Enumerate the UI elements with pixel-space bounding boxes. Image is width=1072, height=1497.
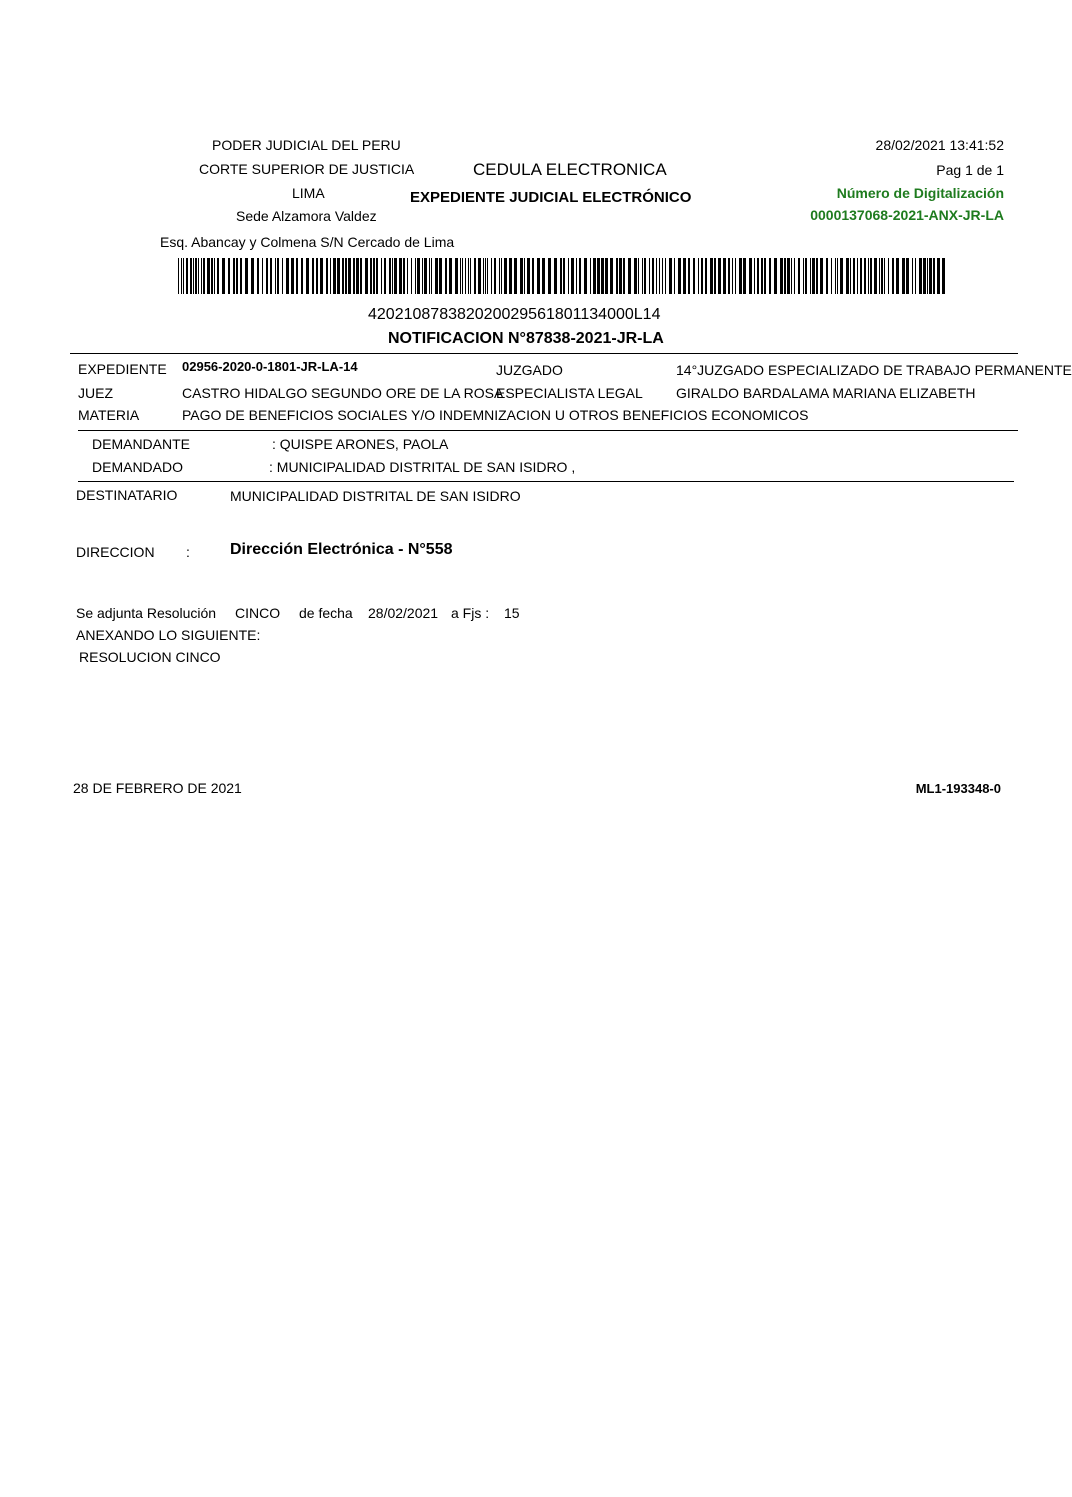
attached-fjs-label: a Fjs : <box>451 605 490 621</box>
juzgado-value: 14°JUZGADO ESPECIALIZADO DE TRABAJO PERMANENTE <box>676 362 1072 378</box>
barcode-bar <box>286 258 289 294</box>
barcode-bar <box>831 258 832 294</box>
barcode-bar <box>590 258 591 294</box>
barcode-bar <box>656 258 657 294</box>
barcode-bar <box>392 258 393 294</box>
barcode-bar <box>628 258 631 294</box>
barcode-bar <box>623 258 625 294</box>
barcode-bar <box>376 258 378 294</box>
barcode-bar <box>698 258 699 294</box>
barcode-bar <box>465 258 466 294</box>
barcode-bar <box>840 258 843 294</box>
barcode-bar <box>270 258 272 294</box>
barcode-bar <box>431 258 432 294</box>
barcode-bar <box>345 258 347 294</box>
barcode-bar <box>316 258 318 294</box>
barcode-bar <box>435 258 438 294</box>
juez-value: CASTRO HIDALGO SEGUNDO ORE DE LA ROSA <box>182 385 504 401</box>
demandante-label: DEMANDANTE <box>92 436 191 452</box>
barcode-bar <box>548 258 551 294</box>
barcode-bar <box>439 258 442 294</box>
barcode-bar <box>320 258 323 294</box>
barcode-bar <box>478 258 481 294</box>
barcode-bar <box>190 258 192 294</box>
barcode-bar <box>527 258 530 294</box>
barcode-bar <box>764 258 766 294</box>
barcode-bar <box>902 258 905 294</box>
barcode-bar <box>912 258 913 294</box>
especialista-value: GIRALDO BARDALAMA MARIANA ELIZABETH <box>676 385 976 401</box>
barcode-bar <box>356 258 359 294</box>
demandante-value: : QUISPE ARONES, PAOLA <box>272 436 449 452</box>
annex-item: RESOLUCION CINCO <box>79 649 221 665</box>
divider-case <box>78 430 1018 431</box>
barcode-bar <box>312 258 314 294</box>
barcode-bar <box>201 258 202 294</box>
barcode-bar <box>665 258 666 294</box>
barcode-bar <box>306 258 309 294</box>
barcode-bar <box>754 258 755 294</box>
barcode-bar <box>277 258 279 294</box>
barcode-bar <box>282 258 283 294</box>
barcode-bar <box>468 258 469 294</box>
barcode-bar <box>474 258 476 294</box>
barcode-bar <box>394 258 397 294</box>
juez-label: JUEZ <box>78 385 113 401</box>
expediente-value: 02956-2020-0-1801-JR-LA-14 <box>182 359 358 374</box>
barcode-bar <box>693 258 695 294</box>
doc-type-title: CEDULA ELECTRONICA <box>473 160 667 179</box>
barcode-bar <box>881 258 883 294</box>
barcode-bar <box>874 258 877 294</box>
barcode-bar <box>678 258 681 294</box>
barcode-bar <box>389 258 391 294</box>
barcode-bar <box>584 258 587 294</box>
barcode-bar <box>846 258 849 294</box>
barcode-bar <box>710 258 713 294</box>
footer-code: ML1-193348-0 <box>915 781 1001 796</box>
barcode-bar <box>743 258 746 294</box>
barcode-bar <box>195 258 197 294</box>
header-datetime: 28/02/2021 13:41:52 <box>875 137 1004 153</box>
barcode-bar <box>330 258 331 294</box>
barcode-bar <box>662 258 663 294</box>
barcode-bar <box>739 258 742 294</box>
barcode-bar <box>688 258 690 294</box>
institution-line-5: Esq. Abancay y Colmena S/N Cercado de Lima <box>160 234 455 250</box>
barcode-bar <box>181 258 182 294</box>
demandado-label: DEMANDADO <box>92 459 184 475</box>
barcode-bar <box>870 258 872 294</box>
barcode-bar <box>214 258 215 294</box>
barcode-bar <box>251 258 254 294</box>
barcode-bar <box>571 258 574 294</box>
barcode-bar <box>449 258 452 294</box>
barcode-bar <box>579 258 581 294</box>
barcode-bar <box>927 258 928 294</box>
barcode-bar <box>597 258 600 294</box>
annex-label: ANEXANDO LO SIGUIENTE: <box>76 627 261 643</box>
barcode-bar <box>915 258 916 294</box>
barcode-bar <box>701 258 703 294</box>
barcode-bar <box>749 258 752 294</box>
barcode-bar <box>509 258 512 294</box>
direccion-value: Dirección Electrónica - N°558 <box>230 541 453 558</box>
barcode-bar <box>381 258 382 294</box>
barcode-bar <box>365 258 368 294</box>
barcode-bar <box>619 258 622 294</box>
barcode-bar <box>803 258 804 294</box>
barcode-bar <box>942 258 945 294</box>
attached-label: Se adjunta Resolución <box>76 605 217 621</box>
barcode-bar <box>337 258 340 294</box>
barcode-bar <box>826 258 828 294</box>
barcode-bar <box>520 258 523 294</box>
barcode-bar <box>616 258 618 294</box>
barcode-bar <box>403 258 405 294</box>
barcode-bar <box>723 258 726 294</box>
demandado-value: : MUNICIPALIDAD DISTRITAL DE SAN ISIDRO , <box>269 459 576 475</box>
barcode-bar <box>186 258 188 294</box>
destinatario-value: MUNICIPALIDAD DISTRITAL DE SAN ISIDRO <box>230 488 521 504</box>
institution-line-1: PODER JUDICIAL DEL PERU <box>212 137 401 153</box>
barcode-bar <box>780 258 783 294</box>
barcode-bar <box>669 258 672 294</box>
direccion-label: DIRECCION <box>76 544 155 560</box>
barcode-bar <box>933 258 935 294</box>
barcode-bar <box>610 258 613 294</box>
barcode-bar <box>892 258 894 294</box>
barcode-bar <box>514 258 517 294</box>
barcode-bar <box>868 258 869 294</box>
barcode-bar <box>757 258 759 294</box>
barcode-bar <box>193 258 194 294</box>
barcode-bar <box>342 258 344 294</box>
barcode-bar <box>593 258 596 294</box>
barcode-bar <box>542 258 545 294</box>
barcode-bar <box>896 258 899 294</box>
barcode-bar <box>487 258 488 294</box>
barcode-bar <box>937 258 940 294</box>
barcode-bar <box>407 258 408 294</box>
barcode-bar <box>816 258 818 294</box>
barcode-bar <box>333 258 336 294</box>
barcode-bar <box>373 258 375 294</box>
barcode-bar <box>504 258 507 294</box>
barcode-bar <box>638 258 639 294</box>
expediente-label: EXPEDIENTE <box>78 361 167 377</box>
barcode-bar <box>563 258 565 294</box>
barcode-bar <box>348 258 351 294</box>
barcode-bar <box>266 258 268 294</box>
barcode-bar <box>649 258 650 294</box>
barcode-bar <box>705 258 707 294</box>
barcode-bar <box>787 258 790 294</box>
barcode-bar <box>240 258 242 294</box>
barcode-bar <box>415 258 416 294</box>
divider-parties <box>78 481 1014 482</box>
materia-label: MATERIA <box>78 407 140 423</box>
institution-line-4: Sede Alzamora Valdez <box>236 208 377 224</box>
barcode-bar <box>494 258 496 294</box>
barcode-bar <box>794 258 795 294</box>
barcode-image <box>178 258 946 294</box>
direccion-colon: : <box>186 544 190 560</box>
barcode-bar <box>560 258 562 294</box>
barcode-bar <box>652 258 654 294</box>
barcode-bar <box>532 258 534 294</box>
attached-date-label: de fecha <box>299 605 353 621</box>
barcode-bar <box>864 258 866 294</box>
barcode-bar <box>183 258 184 294</box>
barcode-bar <box>888 258 889 294</box>
barcode-bar <box>634 258 637 294</box>
barcode-bar <box>674 258 675 294</box>
barcode-bar <box>198 258 199 294</box>
barcode-bar <box>460 258 461 294</box>
barcode-bar <box>211 258 213 294</box>
barcode-bar <box>524 258 525 294</box>
barcode-bar <box>275 258 276 294</box>
barcode-bar <box>644 258 646 294</box>
barcode-bar <box>429 258 430 294</box>
barcode-number: 420210878382020029561801134000L14 <box>368 306 661 323</box>
barcode-bar <box>424 258 427 294</box>
materia-value: PAGO DE BENEFICIOS SOCIALES Y/O INDEMNIZACION U OTROS BENEFICIOS ECONOMICOS <box>182 407 809 423</box>
barcode-bar <box>291 258 294 294</box>
barcode-bar <box>207 258 210 294</box>
barcode-bar <box>732 258 733 294</box>
barcode-bar <box>301 258 303 294</box>
barcode-bar <box>236 258 238 294</box>
barcode-bar <box>784 258 786 294</box>
barcode-bar <box>217 258 219 294</box>
barcode-bar <box>228 258 230 294</box>
barcode-bar <box>919 258 922 294</box>
barcode-bar <box>384 258 386 294</box>
barcode-bar <box>853 258 855 294</box>
barcode-bar <box>445 258 447 294</box>
barcode-bar <box>485 258 486 294</box>
barcode-bar <box>499 258 500 294</box>
divider-top <box>70 353 1018 354</box>
digitization-number: 0000137068-2021-ANX-JR-LA <box>810 207 1004 223</box>
barcode-bar <box>735 258 736 294</box>
barcode-bar <box>491 258 492 294</box>
barcode-bar <box>929 258 932 294</box>
barcode-bar <box>860 258 862 294</box>
barcode-bar <box>659 258 660 294</box>
barcode-bar <box>714 258 716 294</box>
barcode-bar <box>178 258 179 294</box>
barcode-bar <box>769 258 771 294</box>
barcode-bar <box>417 258 420 294</box>
barcode-bar <box>326 258 328 294</box>
barcode-bar <box>537 258 540 294</box>
barcode-bar <box>222 258 225 294</box>
barcode-bar <box>820 258 823 294</box>
doc-subtitle: EXPEDIENTE JUDICIAL ELECTRÓNICO <box>410 189 692 206</box>
juzgado-label: JUZGADO <box>496 362 563 378</box>
barcode-bar <box>601 258 604 294</box>
barcode-bar <box>683 258 686 294</box>
barcode-bar <box>810 258 811 294</box>
barcode-bar <box>728 258 730 294</box>
barcode-bar <box>462 258 463 294</box>
barcode-bar <box>850 258 851 294</box>
barcode-bar <box>411 258 412 294</box>
barcode-bar <box>233 258 235 294</box>
barcode-bar <box>370 258 372 294</box>
barcode-bar <box>884 258 885 294</box>
barcode-bar <box>455 258 458 294</box>
barcode-bar <box>906 258 909 294</box>
barcode-bar <box>761 258 763 294</box>
barcode-bar <box>262 258 263 294</box>
barcode-bar <box>501 258 502 294</box>
header-page: Pag 1 de 1 <box>936 162 1004 178</box>
barcode-bar <box>774 258 777 294</box>
barcode-bar <box>353 258 355 294</box>
barcode-bar <box>296 258 298 294</box>
barcode-bar <box>470 258 471 294</box>
barcode-bar <box>835 258 836 294</box>
barcode-bar <box>257 258 259 294</box>
barcode-bar <box>360 258 362 294</box>
barcode-bar <box>837 258 838 294</box>
barcode-bar <box>812 258 815 294</box>
barcode-bar <box>605 258 608 294</box>
barcode-bar <box>554 258 557 294</box>
institution-line-3: LIMA <box>292 185 325 201</box>
barcode-bar <box>245 258 248 294</box>
barcode-bar <box>422 258 423 294</box>
barcode-bar <box>718 258 721 294</box>
barcode-bar <box>203 258 205 294</box>
especialista-label: ESPECIALISTA LEGAL <box>496 385 643 401</box>
notification-title: NOTIFICACION N°87838-2021-JR-LA <box>388 330 664 347</box>
barcode-bar <box>642 258 643 294</box>
barcode-bar <box>798 258 800 294</box>
barcode-bar <box>576 258 577 294</box>
barcode-bar <box>857 258 858 294</box>
barcode-bar <box>483 258 484 294</box>
barcode-bar <box>791 258 792 294</box>
barcode-bar <box>879 258 880 294</box>
attached-resolution: CINCO <box>235 605 281 621</box>
barcode-bar <box>568 258 569 294</box>
footer-date: 28 DE FEBRERO DE 2021 <box>73 780 242 796</box>
barcode-bar <box>805 258 807 294</box>
barcode-bar <box>923 258 926 294</box>
attached-fjs: 15 <box>504 605 520 621</box>
attached-date: 28/02/2021 <box>368 605 439 621</box>
digitization-label: Número de Digitalización <box>836 185 1004 201</box>
destinatario-label: DESTINATARIO <box>76 487 178 503</box>
institution-line-2: CORTE SUPERIOR DE JUSTICIA <box>199 161 415 177</box>
barcode-bar <box>399 258 402 294</box>
